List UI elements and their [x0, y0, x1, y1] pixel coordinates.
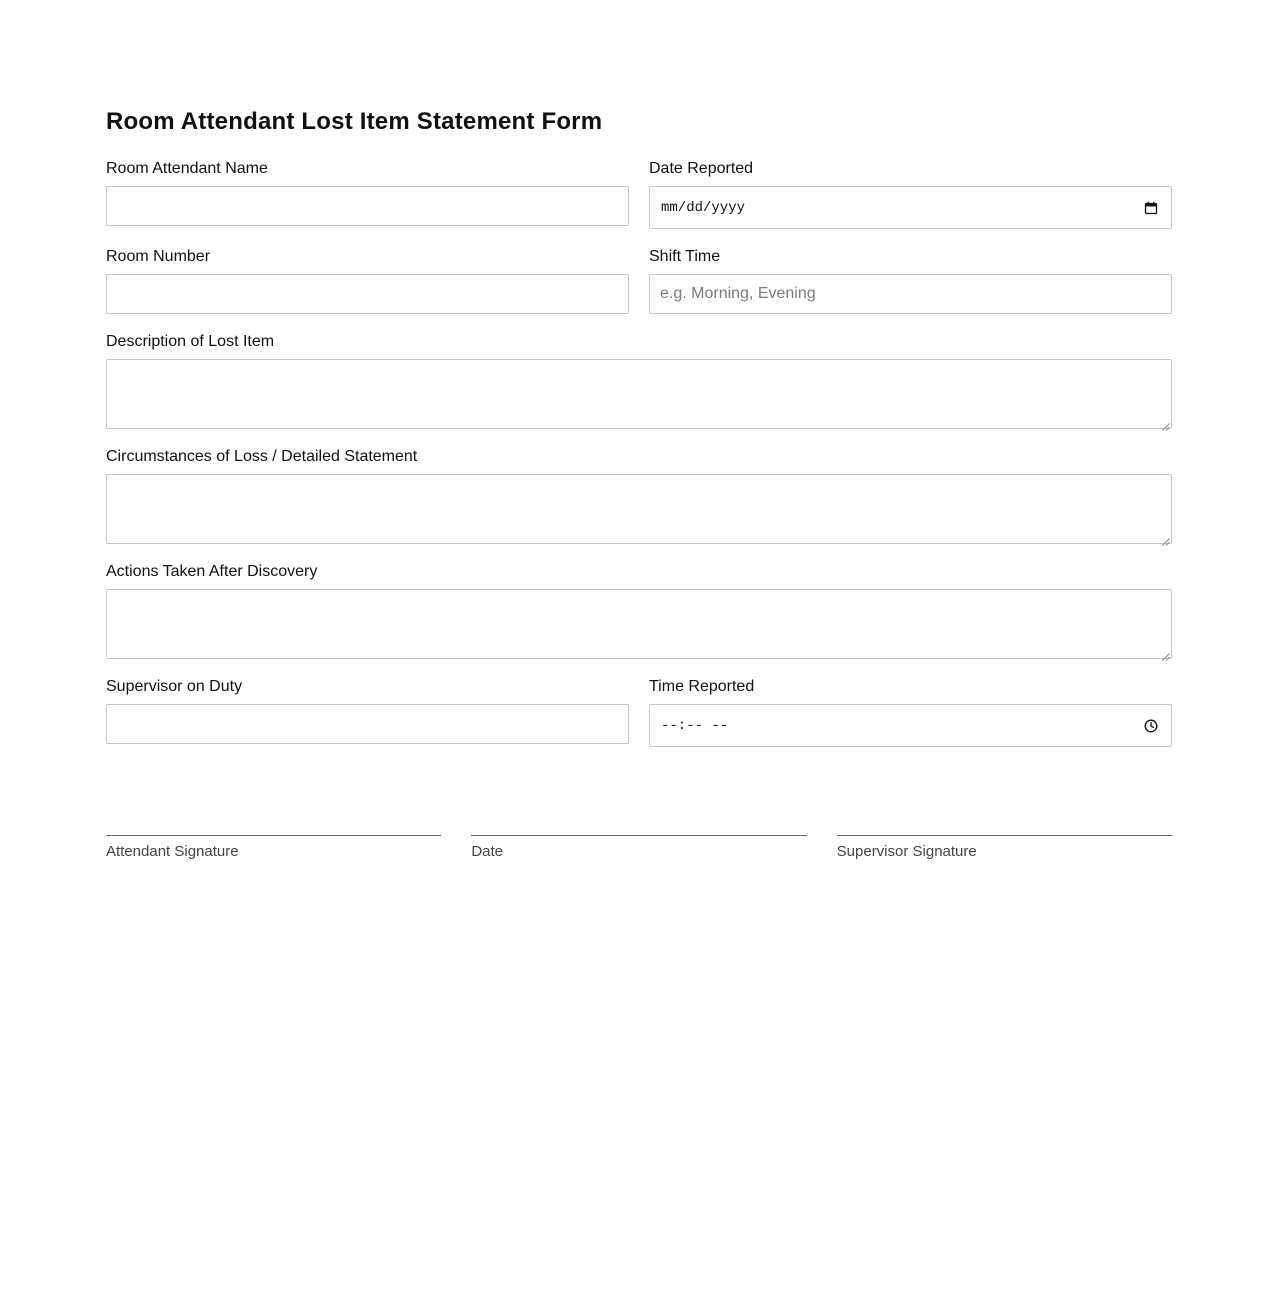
date-reported-input[interactable]: [649, 186, 1172, 229]
resize-handle-icon[interactable]: [1161, 533, 1170, 542]
time-reported-label: Time Reported: [649, 678, 755, 695]
shift-time-input[interactable]: [649, 274, 1172, 314]
attendant-signature-block: [106, 835, 441, 861]
supervisor-input[interactable]: [106, 704, 629, 744]
time-reported-group: [649, 677, 1172, 747]
circumstances-textarea[interactable]: [107, 475, 1171, 543]
form-title: Room Attendant Lost Item Statement Form: [106, 108, 603, 135]
room-number-input[interactable]: [106, 274, 629, 314]
form-row-name-date: [106, 159, 1172, 229]
time-reported-input[interactable]: [649, 704, 1172, 747]
time-reported-value: --:-- --: [661, 717, 729, 734]
clock-icon[interactable]: [1143, 718, 1159, 734]
date-signature-line: [471, 835, 806, 836]
date-signature-block: [471, 835, 806, 861]
attendant-name-label: Room Attendant Name: [106, 160, 268, 177]
signature-section: [106, 835, 1172, 861]
resize-handle-icon[interactable]: [1161, 418, 1170, 427]
item-description-label: Description of Lost Item: [106, 333, 275, 350]
date-reported-label: Date Reported: [649, 160, 754, 177]
supervisor-label: Supervisor on Duty: [106, 678, 243, 695]
room-number-label: Room Number: [106, 248, 211, 265]
supervisor-signature-block: [837, 835, 1172, 861]
lost-item-form: [106, 106, 1172, 861]
attendant-name-input[interactable]: [106, 186, 629, 226]
item-description-group: [106, 332, 1172, 429]
form-row-room-shift: [106, 247, 1172, 314]
date-signature-label: Date: [471, 843, 504, 860]
form-row-supervisor-time: [106, 677, 1172, 747]
item-description-textarea[interactable]: [107, 360, 1171, 428]
supervisor-signature-label: Supervisor Signature: [836, 843, 977, 860]
attendant-signature-label: Attendant Signature: [106, 843, 239, 860]
room-number-group: [106, 247, 629, 314]
shift-time-label: Shift Time: [649, 248, 721, 265]
circumstances-group: [106, 447, 1172, 544]
resize-handle-icon[interactable]: [1161, 648, 1170, 657]
circumstances-label: Circumstances of Loss / Detailed Statement: [106, 448, 418, 465]
attendant-name-group: [106, 159, 629, 229]
calendar-icon[interactable]: [1143, 200, 1159, 216]
supervisor-group: [106, 677, 629, 747]
actions-taken-box: [106, 589, 1172, 659]
actions-taken-textarea[interactable]: [107, 590, 1171, 658]
shift-time-group: [649, 247, 1172, 314]
actions-taken-group: [106, 562, 1172, 659]
actions-taken-label: Actions Taken After Discovery: [106, 563, 318, 580]
item-description-box: [106, 359, 1172, 429]
date-reported-value: mm/dd/yyyy: [661, 199, 746, 216]
supervisor-signature-line: [837, 835, 1172, 836]
attendant-signature-line: [106, 835, 441, 836]
circumstances-box: [106, 474, 1172, 544]
date-reported-group: [649, 159, 1172, 229]
